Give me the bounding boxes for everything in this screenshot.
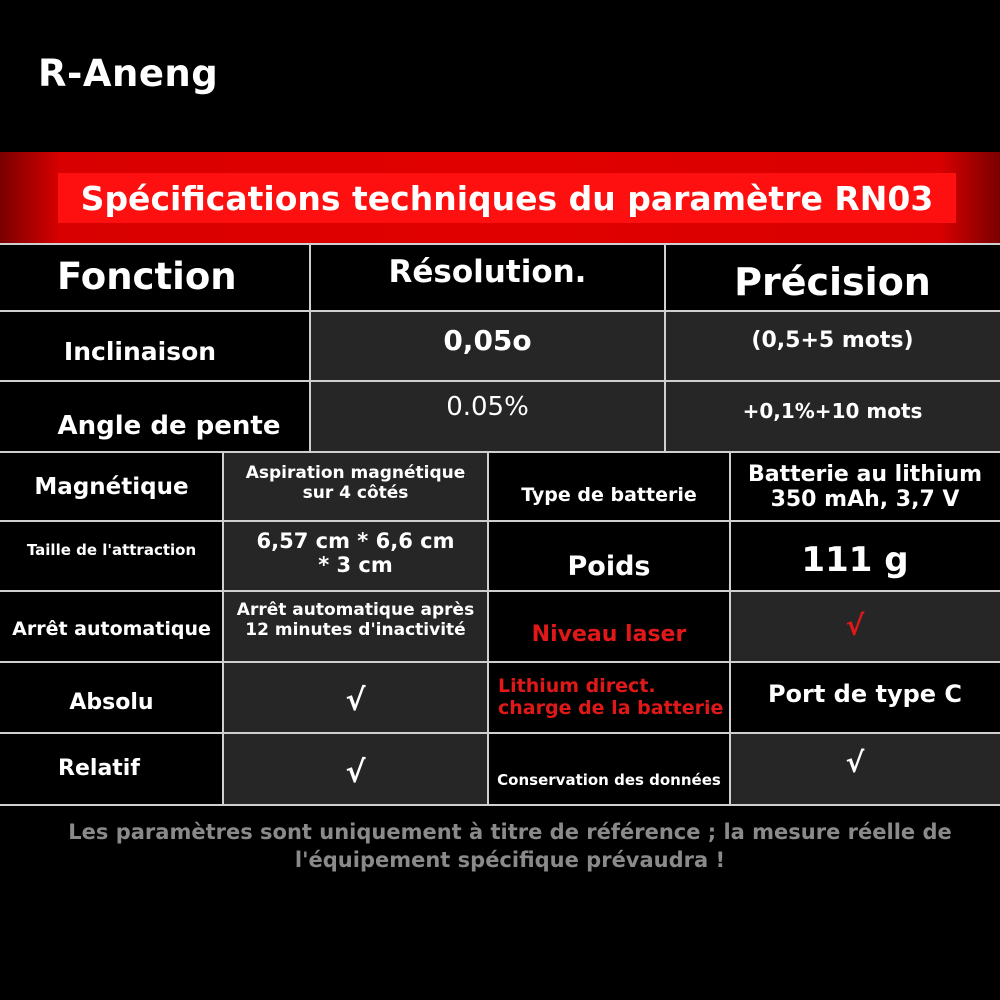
data-retention-label: Conservation des données [488, 733, 730, 805]
charge-port-value: Port de type C [730, 662, 1000, 733]
grid-line [0, 451, 1000, 453]
row-inclination-label: Inclinaison [0, 311, 310, 381]
auto-off-label: Arrêt automatique [0, 591, 223, 662]
grid-line [487, 452, 489, 805]
title-banner [0, 152, 1000, 244]
absolute-label: Absolu [0, 662, 223, 733]
magnetic-label: Magnétique [0, 453, 223, 521]
brand-logo-text: R-Aneng [38, 52, 219, 95]
battery-type-value: Batterie au lithium 350 mAh, 3,7 V [730, 453, 1000, 521]
disclaimer-text: Les paramètres sont uniquement à titre de référence ; la mesure réelle de l'équipement spécifique prévaudra ! [68, 820, 952, 873]
row-inclination-precision: (0,5+5 mots) [665, 311, 1000, 381]
page-title: Spécifications techniques du paramètre RN03 [80, 178, 934, 218]
relative-check: √ [223, 733, 488, 805]
absolute-check: √ [223, 662, 488, 733]
grid-line [0, 732, 1000, 734]
battery-charge-label: Lithium direct. charge de la batterie [488, 662, 730, 733]
row-slope-precision: +0,1%+10 mots [665, 381, 1000, 451]
row-slope-label: Angle de pente [0, 381, 310, 451]
row-slope-resolution: 0.05% [310, 381, 665, 451]
grid-line [0, 243, 1000, 245]
grid-line [664, 244, 666, 452]
battery-type-label: Type de batterie [488, 453, 730, 521]
attraction-size-value: 6,57 cm * 6,6 cm * 3 cm [223, 521, 488, 591]
grid-line [729, 452, 731, 805]
grid-line [0, 380, 1000, 382]
grid-line [0, 590, 1000, 592]
relative-label: Relatif [0, 733, 223, 805]
attraction-size-label: Taille de l'attraction [0, 521, 223, 591]
grid-line [0, 310, 1000, 312]
grid-line [222, 452, 224, 805]
laser-level-check: √ [730, 591, 1000, 662]
grid-line [0, 520, 1000, 522]
header-precision: Précision [665, 244, 1000, 311]
grid-line [0, 804, 1000, 806]
grid-line [0, 661, 1000, 663]
laser-level-label: Niveau laser [488, 591, 730, 662]
header-resolution: Résolution. [310, 244, 665, 311]
title-banner-inner [58, 173, 956, 223]
header-function: Fonction [0, 244, 310, 311]
weight-label: Poids [488, 521, 730, 591]
data-retention-check: √ [730, 733, 1000, 805]
grid-line [309, 244, 311, 452]
magnetic-value: Aspiration magnétique sur 4 côtés [223, 453, 488, 521]
auto-off-value: Arrêt automatique après 12 minutes d'inactivité [223, 591, 488, 662]
weight-value: 111 g [730, 521, 1000, 591]
row-inclination-resolution: 0,05o [310, 311, 665, 381]
